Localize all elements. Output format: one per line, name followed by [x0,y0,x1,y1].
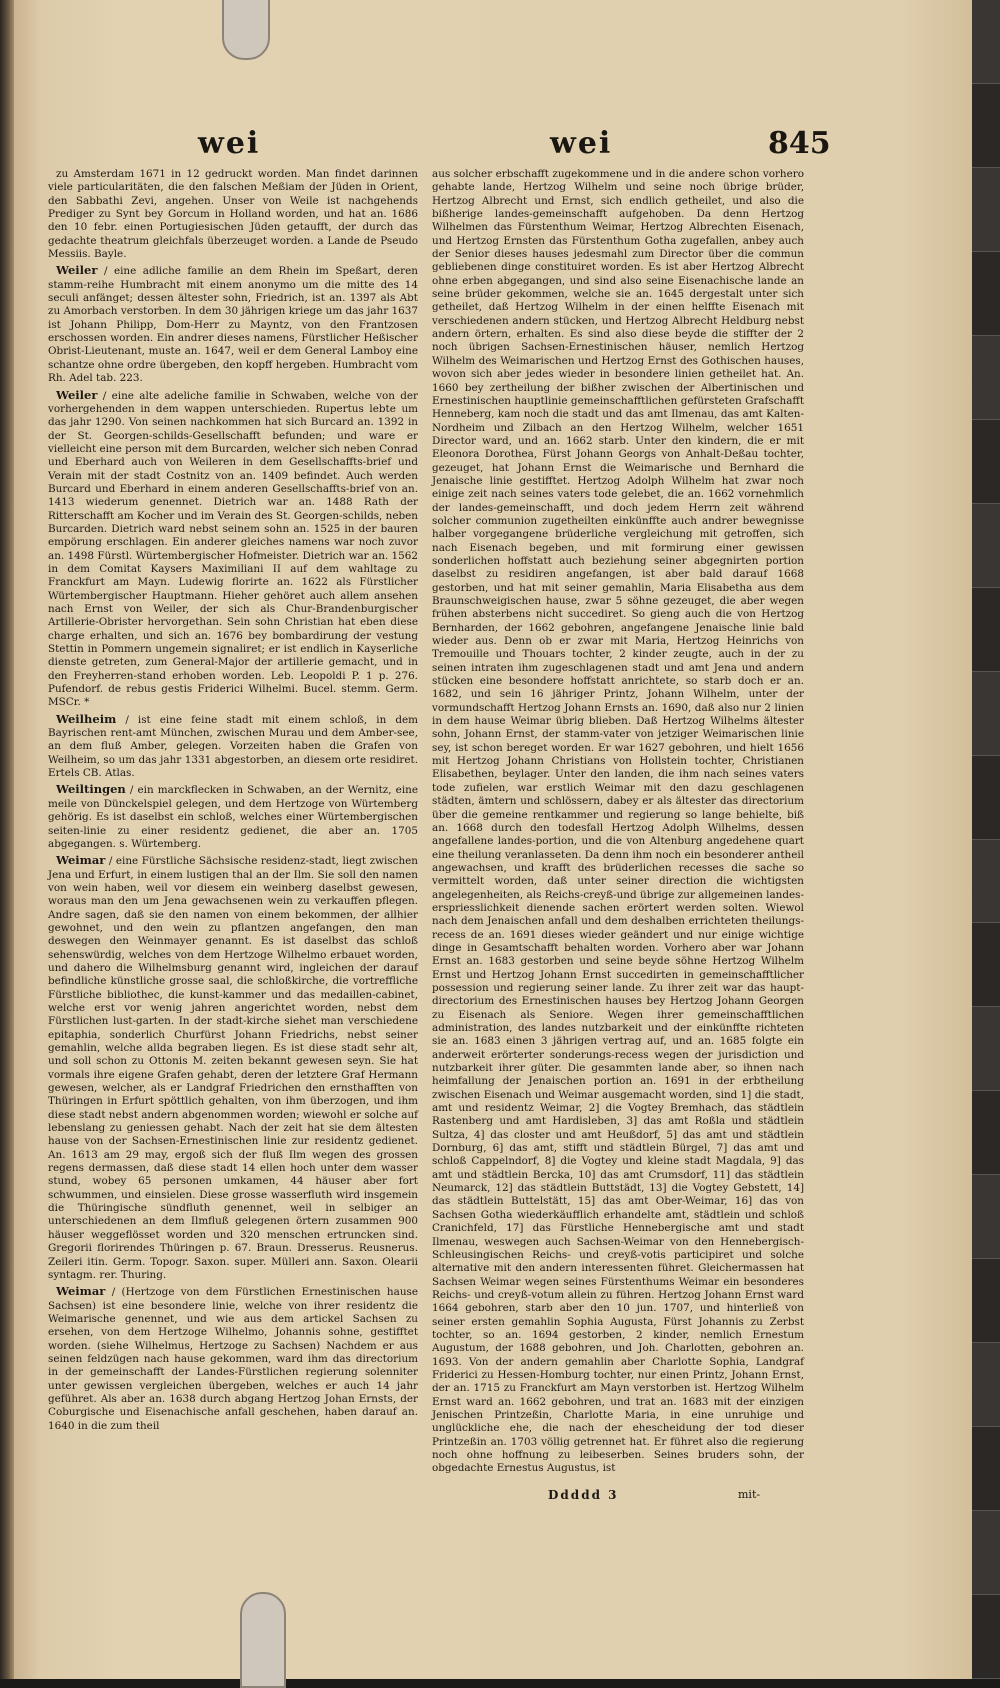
page-clip-bottom [240,1592,286,1688]
entry-text: / ein marckflecken in Schwaben, an der Wernitz, eine meile von Dünckelspiel gelegen, und dem Hertzoge von Würtemberg gehörig. Es ist daselbst ein schloß, welches einer Würtembergischen seiten-linie zu einer residentz gedienet, die aber an. 1705 abgegangen. s. Würtemberg. [48,784,418,850]
entry-text: / eine Fürstliche Sächsische residenz-stadt, liegt zwischen Jena und Erfurt, in einem lustigen thal an der Ilm. Sie soll den namen von wein haben, weil vor diesem ein weinberg daselbst gewesen, woraus man den um Jena gewachsenen wein zu verkauffen pflegen. Andre sagen, daß sie den namen von einem bekommen, der allhier gewohnet, und den wein zu pflantzen angefangen, den man deswegen den Weinmayer genannt. Es ist daselbst das schloß sehenswürdig, welches von dem Hertzoge Wilhelmo erbauet worden, und dahero die Wilhelmsburg genannt wird, ingleichen der darauf befindliche künstliche grosse saal, die schloßkirche, die vortreffliche Fürstliche bibliothec, die kunst-kammer und das medaillen-cabinet, welche erst vor wenig jahren angerichtet worden, nebst dem Fürstlichen lust-garten. In der stadt-kirche siehet man verschiedene epitaphia, sonderlich Churfürst Johann Friedrichs, nebst seiner gemahlin, welche allda begraben liegen. Es ist diese stadt sehr alt, und soll schon zu Ottonis M. zeiten bekannt gewesen seyn. Sie hat vormals ihre eigene Grafen gehabt, deren der letztere Graf Hermann gewesen, welcher, als er Landgraf Friedrichen den ernsthafften von Thüringen in Erfurt spöttlich gehalten, von ihm überzogen, und ihm diese stadt nebst andern abgenommen worden; wiewohl er solche auf lebenslang zu geniessen gehabt. Nach der zeit hat sie dem ältesten hause von der Sachsen-Ernestinischen linie zur residentz gedienet. An. 1613 am 29 may, ergoß sich der fluß Ilm wegen des grossen regens dermassen, daß diese stadt 14 ellen hoch unter dem wasser stund, wobey 65 personen umkamen, 44 häuser aber fort schwummen, und einsielen. Diese grosse wasserfluth wird insgemein die Thüringische sündfluth genennet, weil in selbiger an unterschiedenen an dem Ilmfluß gelegenen örtern zusammen 900 häuser weggeflösset worden und 320 menschen ertruncken sind. Gregorii florirendes Thüringen p. 67. Braun. Dresserus. Reusnerus. Zeileri itin. Germ. Topogr. Saxon. super. Mülleri ann. Saxon. Olearii syntagm. rer. Thuring. [48,855,418,1281]
entry-text: zu Amsterdam 1671 in 12 gedruckt worden. Man findet darinnen viele particularitäten, die den falschen Meßiam der Jüden in Orient, den Sabbathi Zevi, angehen. Unser von Weile ist nachgehends Prediger zu Synt bey Gorcum in Holland worden, und hat an. 1686 den 10 febr. einen Portugiesischen Jüden getaufft, der durch das gedachte theatrum gleichfals überzeuget worden. a Lande de Pseudo Messiis. Bayle. [48,168,418,261]
entry-text: / (Hertzoge von dem Fürstlichen Ernestinischen hause Sachsen) ist eine besondere linie, welche von ihrer residentz die Weimarische genennet, und wie aus dem artickel Sachsen zu ersehen, von dem Hertzoge Wilhelmo, Johannis sohne, gestifftet worden. (siehe Wilhelmus, Hertzoge zu Sachsen) Nachdem er aus seinen feldzügen nach hause gekommen, ward ihm das directorium in der gemeinschafft der Landes-Fürstlichen regierung solenniter unter gewissen vergleichen übergeben, welches er auch 14 jahr geführet. Als aber an. 1638 durch abgang Hertzog Johan Ernsts, der Coburgische und Eisenachische anfall geschehen, haben darauf an. 1640 in die zum theil [48,1286,418,1432]
catchword: mit- [738,1488,761,1501]
entry-intro [48,168,418,261]
entry-weimar-dukes [48,1285,418,1433]
entry-weiltingen [48,783,418,851]
entry-text: / eine alte adeliche familie in Schwaben, welche von der vorhergehenden in dem wappen unterschieden. Rupertus lebte um das jahr 1290. Von seinen nachkommen hat sich Burcard an. 1392 in der St. Georgen-schilds-Gesellschafft befunden; und ware er vielleicht eine person mit dem Burcarden, welcher sich neben Conrad und Eberhard auch von Weileren in dem Gesellschaffts-brief und Verain mit der stadt Costnitz von an. 1409 befindet. Auch werden Burcard und Eberhard in einem anderen Gesellschaffts-brief von an. 1413 wiederum genennet. Dietrich war an. 1488 Rath der Ritterschafft am Kocher und im Verain des St. Georgen-schilds, neben Burcarden. Dietrich ward nebst seinem sohn an. 1525 in der bauren empörung erschlagen. Ein anderer gleiches namens war noch zuvor an. 1498 Fürstl. Würtembergischer Hofmeister. Dietrich war an. 1562 in dem Comitat Kaysers Maximiliani II auf dem wahltage zu Franckfurt am Mayn. Ludewig florirte an. 1622 als Fürstlicher Würtembergischer Hauptmann. Hieher gehöret auch allem ansehen nach Ernst von Weiler, der sich als Chur-Brandenburgischer Artillerie-Obrister hervorgethan. Sein sohn Christian hat eben diese charge erhalten, und sich an. 1676 bey bombardirung der vestung Stettin in Pommern ungemein signaliret; er ist endlich in Kayserliche dienste getreten, zum General-Major der artillerie gemacht, und in den Freyherren-stand erhoben worden. Leb. Leopoldi P. 1 p. 276. Pufendorf. de rebus gestis Friderici Wilhelmi. Bucel. stemm. Germ. MSCr. * [48,389,418,709]
page-number: 845 [768,126,831,161]
entry-text: / eine adliche familie an dem Rhein im Speßart, deren stamm-reihe Humbracht mit einem anonymo um die mitte des 14 seculi anfänget; dessen ältester sohn, Friedrich, ist an. 1397 als Abt zu Amorbach verstorben. In dem 30 jährigen kriege um das jahr 1637 ist Johann Philipp, Dom-Herr zu Mayntz, von den Frantzosen erschossen worden. Ein andrer dieses namens, Fürstlicher Heßischer Obrist-Lieutenant, muste an. 1647, weil er dem General Lamboy eine schantze ohne ordre übergeben, den kopff hergeben. Humbracht vom Rh. Adel tab. 223. [48,265,418,385]
book-spine [0,0,14,1679]
entry-weimar-city [48,854,418,1282]
entry-weimar-continued: aus solcher erbschafft zugekommene und in die andere schon vorhero gehabte lande, Hertzog Wilhelm und seine noch übrige brüder, Hertzog Albrecht und Ernst, sich endlich getheilet, und also die bißherige landes-gemeinschafft aufgehoben. Da denn Hertzog Wilhelmen das Fürstenthum Weimar, Hertzog Albrechten Eisenach, und Hertzog Ernsten das Fürstenthum Gotha zugefallen, anbey auch der Senior dieses hauses jedesmahl zum Director über die commun gebliebenen dinge constituiret worden. Es ist aber Hertzog Albrecht ohne erben abgegangen, und sind also seine Eisenachische lande an seine brüder gekommen, welche sie an. 1645 dergestalt unter sich getheilet, daß Hertzog Wilhelm in der einen helffte Eisenach mit verschiedenen andern stücken, und Hertzog Albrecht Heldburg nebst andern örtern, erhalten. Es sind also diese beyde die stiffter der 2 noch übrigen Sachsen-Ernestinischen häuser, nemlich Hertzog Wilhelm des Weimarischen und Hertzog Ernst des Gothischen hauses, wovon sich aber jedes wieder in besondere linien getheilet hat. An. 1660 bey zertheilung der bißher zwischen der Albertinischen und Ernestinischen hauptlinie gemeinschafftlichen gefürsteten Grafschafft Henneberg, kam noch die stadt und das amt Ilmenau, das amt Kalten-Nordheim und Zilbach an den Hertzog Wilhelm, welcher 1651 Director ward, und an. 1662 starb. Unter den kindern, die er mit Eleonora Dorothea, Fürst Johann Georgs von Anhalt-Deßau tochter, gezeuget, hat Johann Ernst die Weimarische und Bernhard die Jenaische linie gestifftet. Hertzog Adolph Wilhelm hat zwar noch einige zeit nach seines vaters tode gelebet, die an. 1662 vornehmlich der landes-gemeinschafft, und doch jedem Herrn zeit während solcher communion zugetheilten einkünffte auch andrer bewegnisse halber vorgegangene brüderliche vergleichung mit getroffen, sich nach Eisenach begeben, und mit formirung einer gewissen sonderlichen hoffstatt auch beziehung seiner abgegnirten portion daselbst zu residiren angefangen, ist aber bald darauf 1668 gestorben, und hat mit seiner gemahlin, Maria Elisabetha aus dem Braunschweigischen hause, zwar 5 söhne gezeuget, die aber wegen frühen absterbens nicht succediret. So gieng auch die von Hertzog Bernharden, der 1662 gebohren, angefangene Jenaische linie bald wieder aus. Denn ob er zwar mit Maria, Hertzog Heinrichs von Tremouille und Thouars tochter, 2 kinder zeugte, auch in der zu seinen intraten ihm zugeschlagenen stadt und amt Jena und andern stücken eine besondere hoffstatt anrichtete, so starb doch er an. 1682, und sein 16 jähriger Printz, Johann Wilhelm, unter der vormundschafft Hertzog Johann Ernsts an. 1690, daß also nur 2 linien in dem hause Weimar übrig blieben. Daß Hertzog Wilhelms ältester sohn, Johann Ernst, der stamm-vater von jetziger Weimarischen linie sey, ist schon bereget worden. Er war 1627 gebohren, und hielt 1656 mit Hertzog Johann Christians von Hollstein tochter, Christianen Elisabethen, beylager. Unter den landen, die ihm nach seines vaters tode zufielen, war erstlich Weimar mit den dazu geschlagenen städten, ämtern und schlössern, dabey er als ältester das directorium über die gemeine rentkammer und regierung so lange behielte, biß an. 1668 durch den todesfall Hertzog Adolph Wilhelms, dessen angefallene landes-portion, und die von Altenburg angedehene quart eine theilung veranlasseten. Da denn ihm noch ein besonderer antheil angewachsen, und krafft des brüderlichen recesses die sache so vermittelt worden, daß unter seiner direction die wichtigsten angelegenheiten, als Reichs-creyß-und übrige zur allgemeinen landes-erspriesslichkeit dienende sachen erörtert werden solten. Wiewol nach dem Jenaischen anfall und dem deshalben errichteten theilungs-recess de an. 1691 dieses wieder geändert und nur einige wichtige dinge in Gesamtschafft behalten worden. Vorhero aber war Johann Ernst an. 1683 gestorben und seine beyde söhne Hertzog Wilhelm Ernst und Hertzog Johann Ernst succedirten in gemeinschafftlicher possession und regierung seiner lande. Zu ihrer zeit war das haupt-directorium des Ernestinischen hauses bey Hertzog Johann Georgen zu Eisenach als Seniore. Wegen ihrer gemeinschafftlichen administration, des landes nutzbarkeit und der einkünffte richteten sie an. 1683 einen 3 jährigen vertrag auf, und an. 1685 folgte ein anderweit erörterter sonderungs-recess wegen der jurisdiction und nutzbarkeit ihrer güter. Die gesammten lande aber, so ihnen nach heimfallung der Jenaischen portion an. 1691 in der erbtheilung zwischen Eisenach und Weimar ausgemacht worden, sind 1] die stadt, amt und residentz Weimar, 2] die Vogtey Bremhach, das städtlein Rastenberg und amt Hardisleben, 3] das amt Roßla und städtlein Sultza, 4] das closter und amt Heußdorf, 5] das amt und städtlein Dornburg, 6] das amt, stifft und städtlein Bürgel, 7] das amt und schloß Cappelndorf, 8] die Vogtey und kleine stadt Magdala, 9] das amt und städtlein Bercka, 10] das amt Crumsdorf, 11] das städtlein Neumarck, 12] das städtlein Buttstädt, 13] die Vogtey Gebstett, 14] das städtlein Buttelstätt, 15] das amt Ober-Weimar, 16] das von Sachsen Gotha wiederkäufflich erhandelte amt, städtlein und schloß Cranichfeld, 17] das Fürstliche Hennebergische amt und stadt Ilmenau, weswegen auch Sachsen-Weimar von den Hennebergisch-Schleusingischen Reichs- und creyß-votis participiret und solche alternative mit den andern interessenten führet. Gleichermassen hat Sachsen Weimar wegen seines Fürstenthums Weimar ein besonderes Reichs- und creyß-votum allein zu führen. Hertzog Johann Ernst ward 1664 gebohren, starb aber den 10 jun. 1707, und hinterließ von seiner ersten gemahlin Sophia Augusta, Fürst Johannis zu Zerbst tochter, so an. 1694 gestorben, 2 kinder, nemlich Ernestum Augustum, der 1688 gebohren, und Joh. Charlotten, gebohren an. 1693. Von der andern gemahlin aber Charlotte Sophia, Landgraf Friderici zu Hessen-Homburg tochter, nur einen Printz, Johann Ernst, der an. 1715 zu Franckfurt am Mayn verstorben ist. Hertzog Wilhelm Ernst ward an. 1662 gebohren, und trat an. 1683 mit der einzigen Jenischen Printzeßin, Charlotte Maria, in eine unruhige und unglückliche ehe, die nach der ehescheidung der tod dieser Printzeßin an. 1703 völlig getrennet hat. Er führet also die regierung noch ohne hoffnung zu leibeserben. Seines bruders sohn, der obgedachte Ernestus Augustus, ist [432,168,804,1475]
entry-head: Weiler [56,387,98,402]
entry-weiler-1 [48,264,418,385]
left-column [48,168,418,1436]
entry-text: / ist eine feine stadt mit einem schloß, in dem Bayrischen rent-amt München, zwischen Murau und dem Amber-see, an dem fluß Amber, gelegen. Vorzeiten haben die Grafen von Weilheim, so um das jahr 1331 abgestorben, an diesem orte residiret. Ertels CB. Atlas. [48,713,418,780]
running-head-right: wei [550,126,613,161]
entry-weiler-2 [48,389,418,710]
running-head-left: wei [198,126,261,161]
entry-head: Weiler [56,263,98,278]
signature-mark: Ddddd 3 [548,1488,619,1502]
entry-head: Weimar [56,853,106,868]
entry-head: Weilheim [56,711,117,726]
page-clip-top [222,0,270,60]
entry-weilheim [48,713,418,781]
right-column [432,168,804,1479]
color-scale-bar [972,0,1000,1679]
entry-head: Weimar [56,1284,106,1299]
entry-head: Weiltingen [56,782,126,797]
